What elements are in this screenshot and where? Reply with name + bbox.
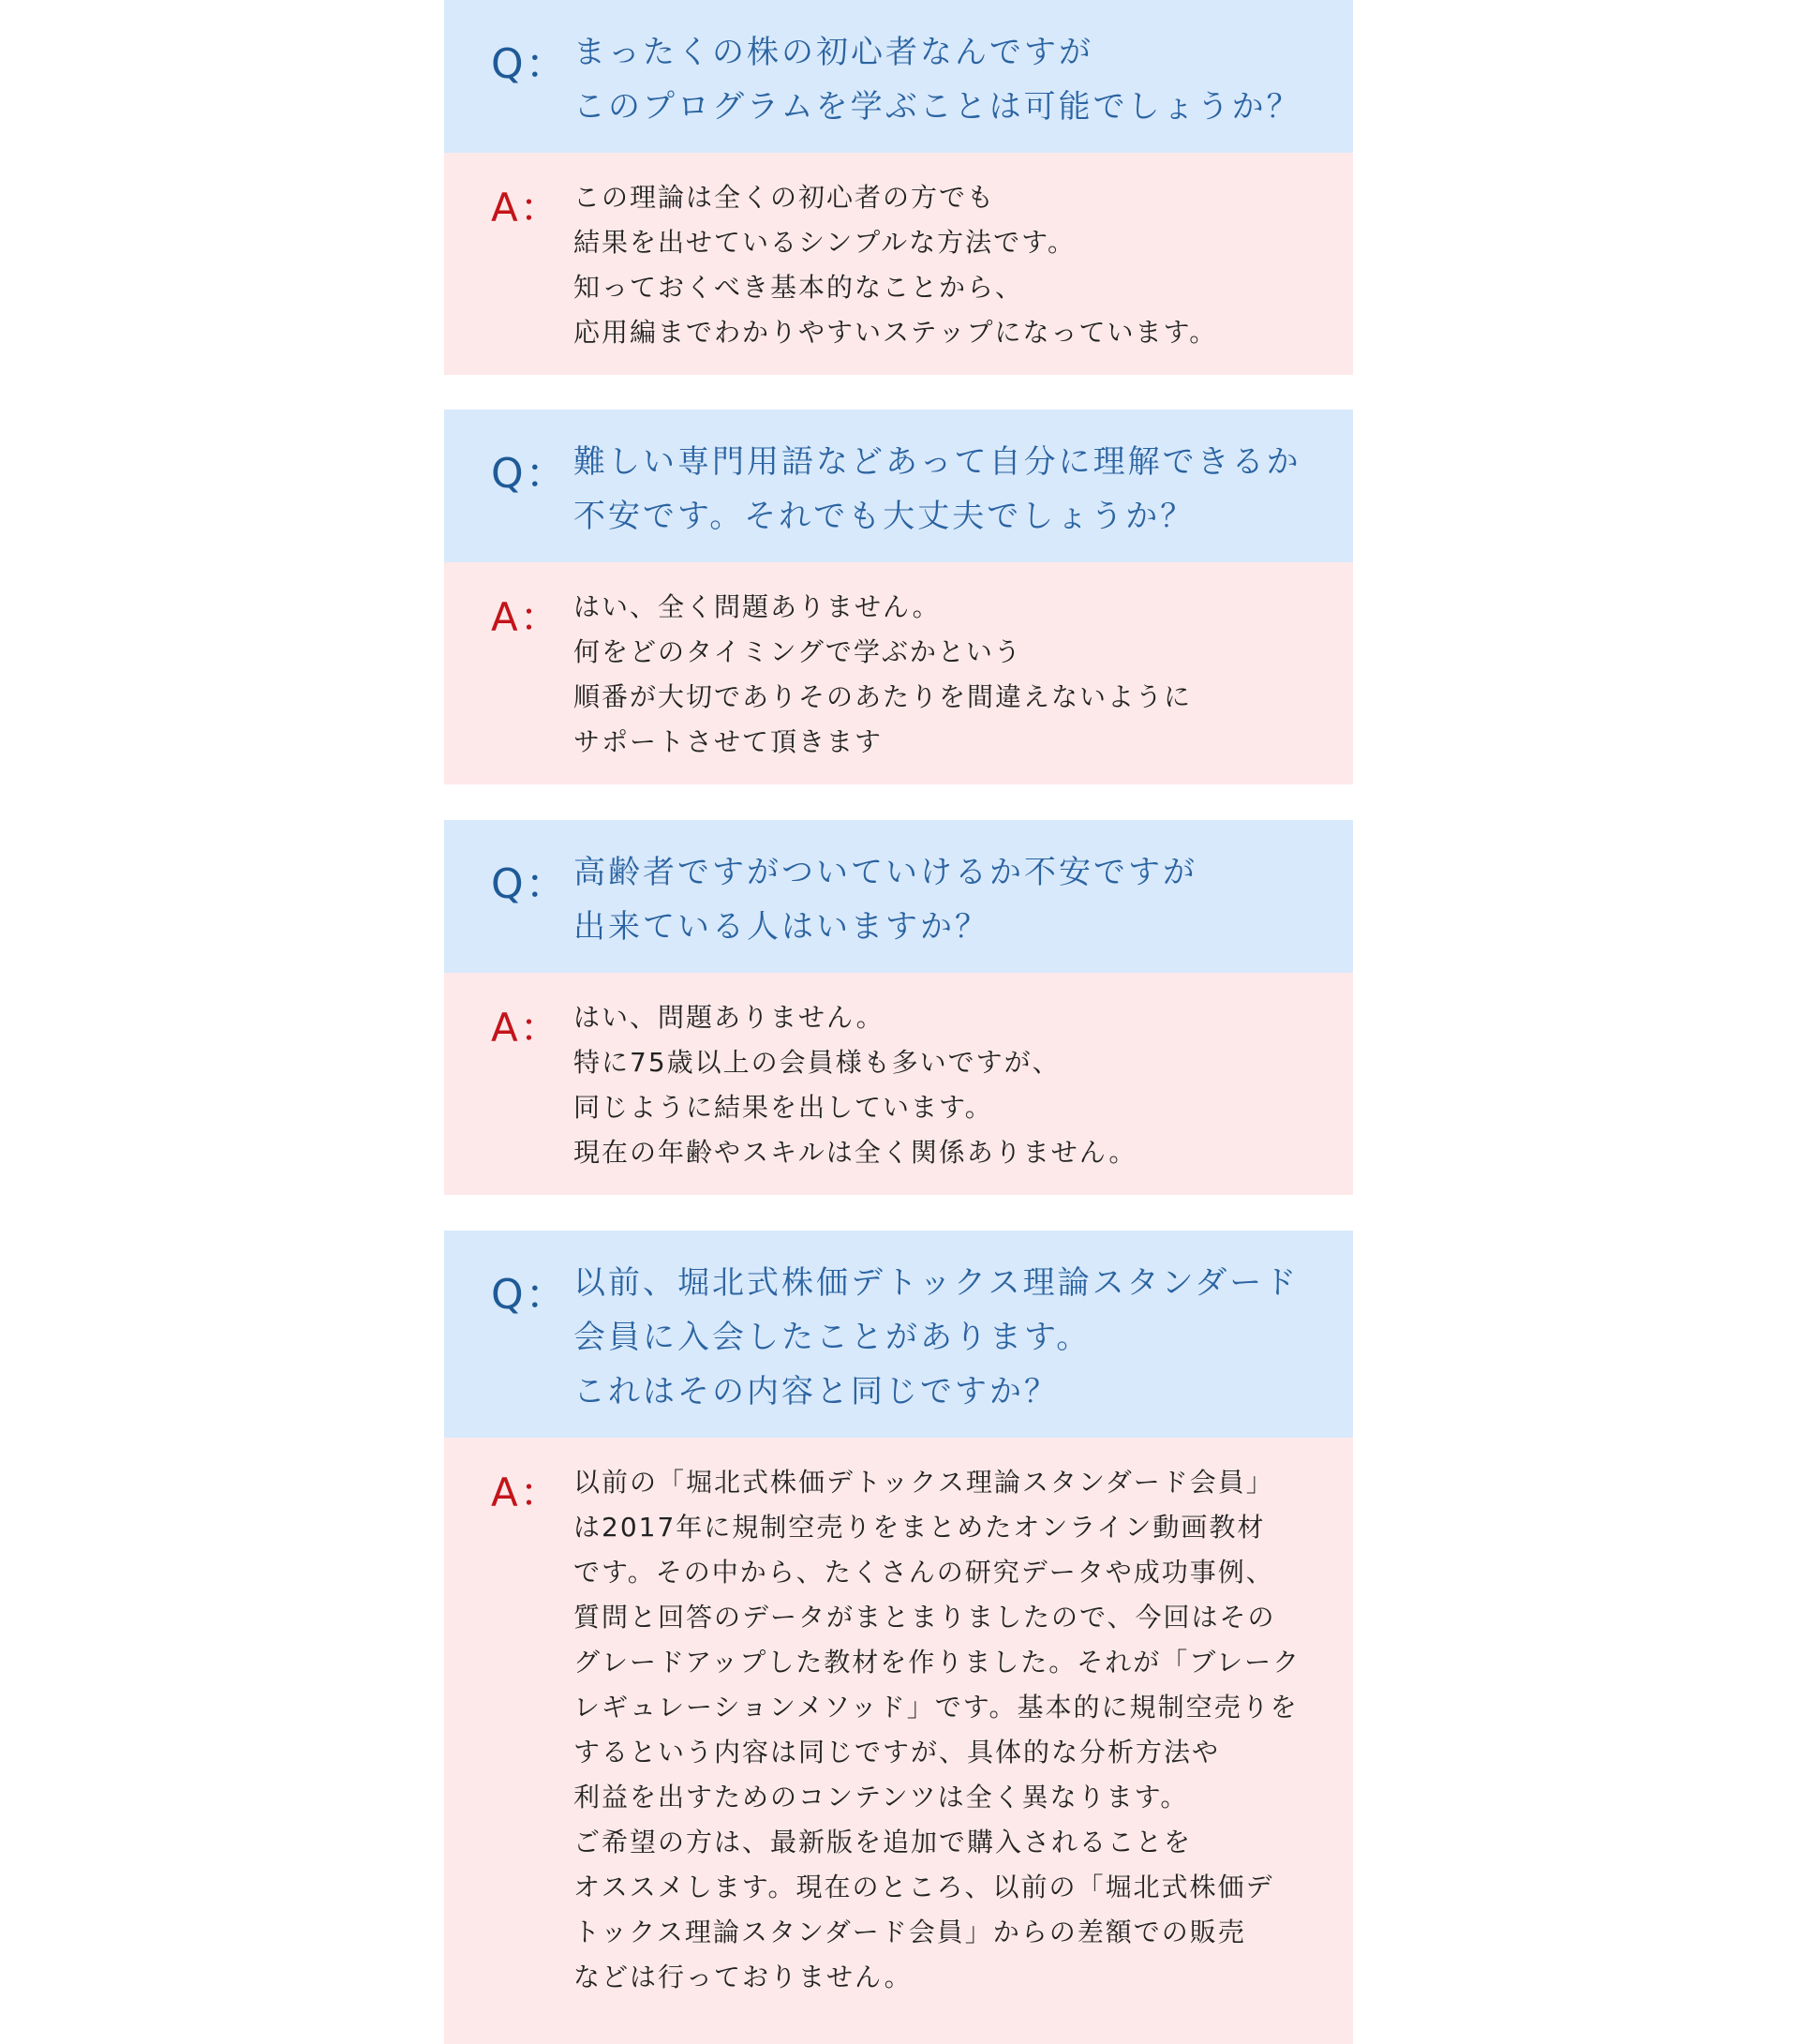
answer-line: などは行っておりません。 <box>573 1962 913 1992</box>
a-marker: A： <box>491 1005 561 1051</box>
question-block <box>444 410 1353 562</box>
answer-text <box>573 1460 1334 2000</box>
answer-line: 同じように結果を出しています。 <box>573 1092 993 1123</box>
question-text <box>573 1256 1334 1419</box>
answer-block <box>444 973 1353 1195</box>
a-marker: A： <box>491 594 561 640</box>
q-marker: Q： <box>491 1271 569 1319</box>
q-marker: Q： <box>491 40 569 88</box>
answer-line: です。その中から、たくさんの研究データや成功事例、 <box>573 1557 1274 1588</box>
answer-text <box>573 175 1334 355</box>
q-marker: Q： <box>491 860 569 908</box>
a-marker: A： <box>491 185 561 231</box>
question-block <box>444 820 1353 973</box>
answer-block <box>444 1438 1353 2044</box>
question-line: 不安です。それでも大丈夫でしょうか？ <box>573 498 1196 535</box>
answer-line: 以前の「堀北式株価デトックス理論スタンダード会員」 <box>573 1467 1274 1498</box>
answer-line: サポートさせて頂きます <box>573 726 884 757</box>
answer-line: 質問と回答のデータがまとまりましたので、今回はその <box>573 1602 1276 1633</box>
answer-line: は2017年に規制空売りをまとめたオンライン動画教材 <box>573 1512 1266 1543</box>
question-line: 会員に入会したことがあります。 <box>573 1319 1092 1356</box>
question-line: まったくの株の初心者なんですが <box>573 34 1093 71</box>
answer-line: するという内容は同じですが、具体的な分析方法や <box>573 1737 1221 1768</box>
question-text <box>573 845 1334 954</box>
answer-line: グレードアップした教材を作りました。それが「ブレーク <box>573 1647 1301 1678</box>
answer-line: この理論は全くの初心者の方でも <box>573 182 996 213</box>
answer-line: 応用編までわかりやすいステップになっています。 <box>573 317 1218 348</box>
faq-item-2 <box>444 410 1353 784</box>
question-line: 難しい専門用語などあって自分に理解できるか <box>573 443 1301 481</box>
answer-line: トックス理論スタンダード会員」からの差額での販売 <box>573 1917 1246 1947</box>
answer-line: はい、全く問題ありません。 <box>573 591 941 622</box>
faq-item-3 <box>444 820 1353 1195</box>
answer-text <box>573 585 1334 765</box>
answer-line: はい、問題ありません。 <box>573 1002 885 1033</box>
answer-line: オススメします。現在のところ、以前の「堀北式株価デ <box>573 1872 1274 1902</box>
question-line: これはその内容と同じですか？ <box>573 1373 1059 1410</box>
answer-line: 結果を出せているシンプルな方法です。 <box>573 227 1076 258</box>
faq-item-1 <box>444 0 1353 375</box>
answer-block <box>444 562 1353 784</box>
answer-text <box>573 995 1334 1175</box>
question-text <box>573 25 1334 134</box>
answer-line: 利益を出すためのコンテンツは全く異なります。 <box>573 1782 1189 1813</box>
question-line: 高齢者ですがついていけるか不安ですが <box>573 854 1197 891</box>
q-marker: Q： <box>491 450 569 498</box>
answer-line: 現在の年齢やスキルは全く関係ありません。 <box>573 1137 1137 1168</box>
answer-line: レギュレーションメソッド」です。基本的に規制空売りを <box>573 1692 1299 1723</box>
question-block <box>444 1231 1353 1438</box>
answer-line: ご希望の方は、最新版を追加で購入されることを <box>573 1827 1193 1858</box>
faq-item-4 <box>444 1231 1353 2044</box>
answer-line: 何をどのタイミングで学ぶかという <box>573 636 1022 667</box>
answer-block <box>444 153 1353 375</box>
question-block <box>444 0 1353 153</box>
answer-line: 順番が大切でありそのあたりを間違えないように <box>573 681 1193 712</box>
question-text <box>573 435 1334 544</box>
question-line: 出来ている人はいますか？ <box>573 908 989 946</box>
question-line: このプログラムを学ぶことは可能でしょうか？ <box>573 88 1301 126</box>
a-marker: A： <box>491 1470 561 1515</box>
question-line: 以前、堀北式株価デトックス理論スタンダード <box>573 1264 1300 1302</box>
answer-line: 特に75歳以上の会員様も多いですが、 <box>573 1047 1061 1078</box>
answer-line: 知っておくべき基本的なことから、 <box>573 272 1024 303</box>
